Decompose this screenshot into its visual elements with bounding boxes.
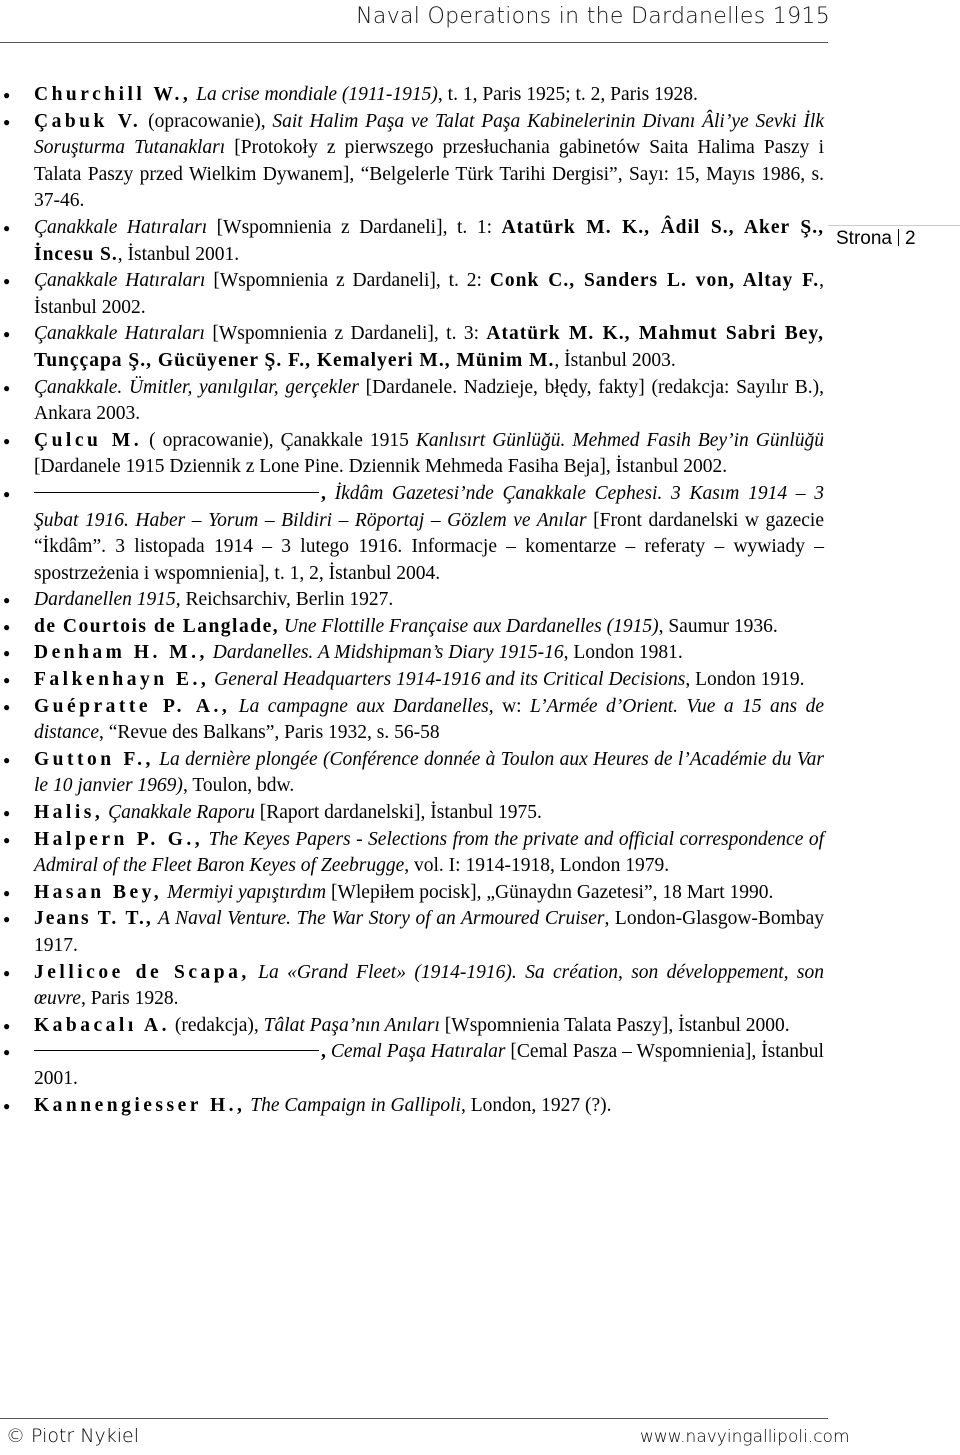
entry-author: ,: [321, 1041, 326, 1063]
entry-author: de Courtois de Langlade,: [34, 615, 280, 637]
entry-author: Jeans T. T.,: [34, 908, 153, 930]
page-number: [828, 225, 960, 250]
entry-place: , İstanbul 2003.: [554, 349, 676, 371]
bib-entry: [34, 640, 824, 667]
bib-entry: [34, 827, 824, 880]
entry-author: Denham H. M.,: [34, 642, 208, 664]
entry-title: General Headquarters 1914-1916 and its Critical Decisions: [209, 669, 686, 691]
entry-details: [Protokoły z pierwszego przesłuchania gabinetów Saita Halima Paszy i Talata Paszy przed Wielkim Dywanem], “Belgelerle Türk Tarihi Dergisi”, Sayı: 15, Mayıs 1986, s. 37-46.: [34, 137, 824, 212]
entry-details: [Front dardanelski w gazecie “İkdâm”. 3 listopada 1914 – 3 lutego 1916. Informacje – komentarze – referaty – wywiady – spostrzeżenia i wspomnienia], t. 1, 2, İstanbul 2004.: [34, 509, 824, 584]
entry-title: Çanakkale Hatıraları: [34, 270, 206, 292]
bib-entry: [34, 1039, 824, 1092]
entry-details: [Wspomnienia z Dardaneli], t. 2:: [205, 270, 490, 292]
entry-title-2: L’Armée d’Orient. Vue a 15 ans de distance: [34, 695, 824, 744]
entry-title: İkdâm Gazetesi’nde Çanakkale Cephesi. 3 Kasım 1914 – 3 Şubat 1916. Haber – Yorum – Bildiri – Röportaj – Gözlem ve Anılar: [34, 482, 824, 531]
entry-details: [Wspomnienia z Dardaneli], t. 1:: [207, 216, 502, 238]
bib-entry: [34, 481, 824, 587]
entry-details: , Reichsarchiv, Berlin 1927.: [175, 589, 394, 611]
entry-place: , İstanbul 2002.: [34, 270, 824, 318]
entry-author: Gutton F.,: [34, 748, 154, 770]
bib-entry: [34, 109, 824, 215]
entry-title: Dardanellen 1915: [34, 589, 176, 611]
bib-entry: [34, 1093, 824, 1120]
entry-details: [Dardanele 1915 Dziennik z Lone Pine. Dziennik Mehmeda Fasiha Beja], İstanbul 2002.: [34, 456, 728, 478]
entry-author: ,: [321, 482, 326, 504]
page-num: 2: [904, 228, 916, 249]
bib-entry: [34, 694, 824, 747]
bib-entry: [34, 428, 824, 481]
bib-entry: [34, 587, 824, 614]
page-separator: [898, 229, 899, 246]
entry-author: Guépratte P. A.,: [34, 695, 231, 717]
bib-entry: [34, 268, 824, 321]
entry-title: Kanlısırt Günlüğü. Mehmed Fasih Bey’in Günlüğü: [415, 429, 825, 451]
entry-details: [Raport dardanelski], İstanbul 1975.: [254, 802, 542, 824]
page-word: Strona: [836, 228, 892, 249]
entry-details: [Wspomnienia Talata Paszy], İstanbul 2000.: [439, 1014, 790, 1036]
bib-entry: [34, 667, 824, 694]
entry-title: Une Flottille Française aux Dardanelles (1915): [279, 615, 659, 637]
entry-author: Hasan Bey,: [34, 881, 163, 903]
entry-title: Çanakkale Raporu: [103, 802, 255, 824]
entry-author: Halpern P. G.,: [34, 828, 204, 850]
entry-details: , London, 1927 (?).: [460, 1094, 612, 1116]
entry-details: [Wlepiłem pocisk], „Günaydın Gazetesi”, 18 Mart 1990.: [326, 881, 774, 903]
entry-title: La dernière plongée (Conférence donnée à Toulon aux Heures de l’Académie du Var le 10 janvier 1969): [34, 748, 824, 797]
entry-title: Tâlat Paşa’nın Anıları: [263, 1014, 440, 1036]
entry-details: , Saumur 1936.: [658, 615, 778, 637]
entry-details: [Dardanele. Nadzieje, błędy, fakty] (redakcja: Sayılır B.), Ankara 2003.: [34, 376, 824, 425]
entry-authors: Atatürk M. K., Âdil S., Aker Ş., İncesu S.: [34, 216, 824, 265]
bib-entry: [34, 880, 824, 907]
bib-entry: [34, 800, 824, 827]
header-rule: [0, 42, 828, 43]
entry-author: Halis,: [34, 802, 104, 824]
entry-title: The Keyes Papers - Selections from the private and official correspondence of Admiral of the Fleet Baron Keyes of Zeebrugge: [34, 828, 825, 877]
entry-details: [Cemal Pasza – Wspomnienia], İstanbul 2001.: [34, 1041, 824, 1089]
entry-note: ( opracowanie), Çanakkale 1915: [142, 429, 416, 451]
bib-entry: [34, 747, 824, 800]
bib-entry: [34, 375, 824, 428]
ditto-rule: [34, 1050, 319, 1051]
entry-author: Çabuk V.: [34, 110, 142, 132]
footer-website[interactable]: www.navyingallipoli.com: [640, 1427, 850, 1447]
entry-note: (opracowanie),: [141, 110, 273, 132]
ditto-rule: [34, 492, 319, 493]
bib-entry: [34, 82, 824, 109]
entry-title: Çanakkale. Ümitler, yanılgılar, gerçekler: [34, 376, 359, 398]
entry-title: A Naval Venture. The War Story of an Armoured Cruiser: [152, 908, 605, 930]
entry-author: Kabacalı A.: [34, 1014, 171, 1036]
entry-author: Çulcu M.: [34, 429, 143, 451]
entry-title: Mermiyi yapıştırdım: [162, 881, 327, 903]
entry-author: Kannengiesser H.,: [34, 1094, 246, 1116]
entry-place: , İstanbul 2001.: [117, 243, 240, 265]
bib-entry: [34, 215, 824, 268]
entry-authors: Conk C., Sanders L. von, Altay F.: [489, 270, 820, 292]
entry-authors: Atatürk M. K., Mahmut Sabri Bey, Tunççapa Ş., Gücüyener Ş. F., Kemalyeri M., Münim M.: [34, 323, 824, 371]
entry-title: La crise mondiale (1911-1915): [196, 84, 438, 105]
entry-title: Çanakkale Hatıraları: [34, 323, 205, 345]
entry-author: Jellicoe de Scapa,: [34, 961, 250, 983]
entry-title: The Campaign in Gallipoli: [245, 1094, 461, 1116]
entry-details: , London-Glasgow-Bombay 1917.: [34, 908, 824, 956]
entry-details: [Wspomnienia z Dardaneli], t. 3:: [204, 323, 487, 345]
running-header: Naval Operations in the Dardanelles 1915: [356, 4, 830, 29]
entry-title: Çanakkale Hatıraları: [34, 216, 208, 238]
entry-title: La «Grand Fleet» (1914-1916). Sa création, son développement, son œuvre: [34, 961, 824, 1010]
footer-rule: [0, 1418, 828, 1419]
bib-entry: [34, 614, 824, 641]
entry-details: , London 1981.: [563, 642, 683, 664]
footer-copyright: © Piotr Nykiel: [6, 1425, 139, 1447]
entry-details-2: , “Revue des Balkans”, Paris 1932, s. 56-58: [98, 722, 440, 744]
entry-title: Cemal Paşa Hatıralar: [325, 1041, 506, 1063]
entry-author: Churchill W.,: [34, 84, 192, 105]
bib-entry: [34, 1013, 824, 1040]
bib-entry: [34, 960, 824, 1013]
bib-entry: [34, 906, 824, 959]
entry-details: , w:: [488, 695, 531, 717]
bib-entry: [34, 321, 824, 374]
entry-details: , London 1919.: [685, 669, 805, 691]
entry-note: (redakcja),: [170, 1014, 264, 1036]
entry-details: , Toulon, bdw.: [182, 775, 295, 797]
entry-details: , t. 1, Paris 1925; t. 2, Paris 1928.: [437, 84, 698, 105]
bibliography-list: [34, 82, 824, 1119]
entry-author: Falkenhayn E.,: [34, 669, 210, 691]
entry-title: La campagne aux Dardanelles: [230, 695, 489, 717]
entry-details: , vol. I: 1914-1918, London 1979.: [404, 855, 670, 877]
entry-title: Dardanelles. A Midshipman’s Diary 1915-16: [207, 642, 564, 664]
entry-title: Sait Halim Paşa ve Talat Paşa Kabinelerinin Divanı Âli’ye Sevki İlk Soruşturma Tutanakları: [34, 110, 824, 159]
entry-details: , Paris 1928.: [80, 988, 179, 1010]
bibliography: [34, 82, 824, 1119]
